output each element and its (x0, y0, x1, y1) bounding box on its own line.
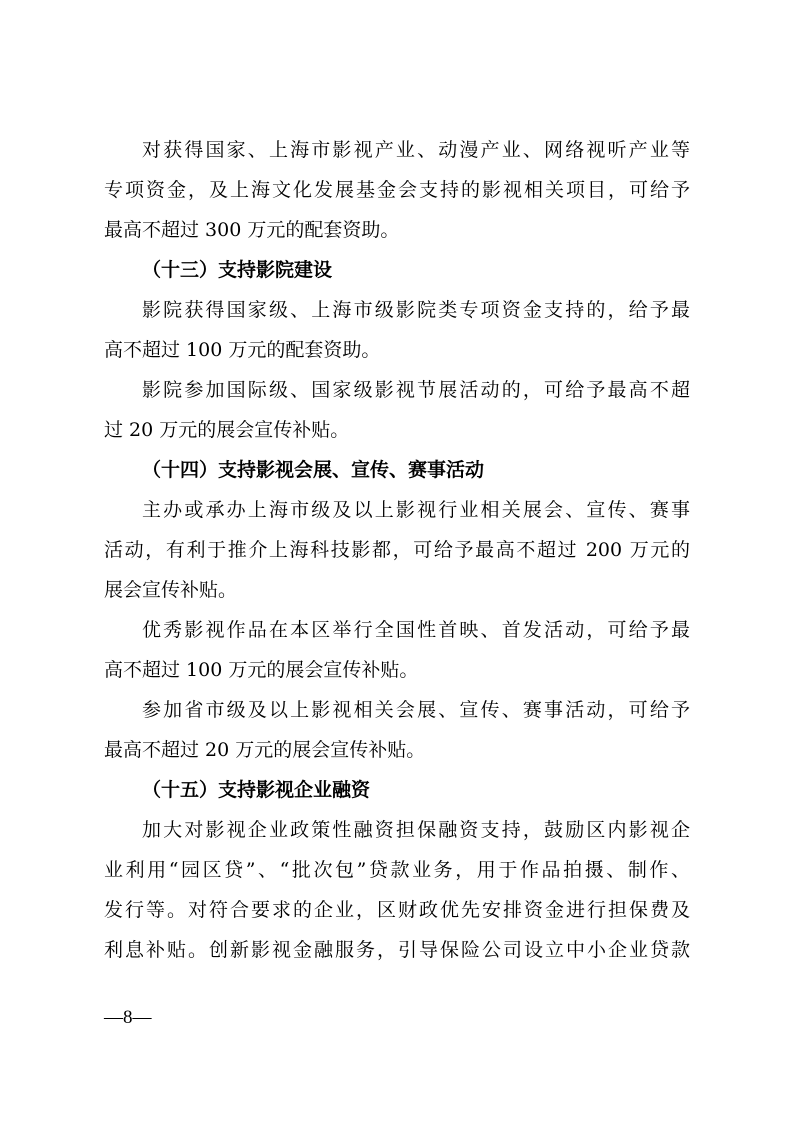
paragraph-line: 影院获得国家级、上海市级影院类专项资金支持的，给予最 (142, 299, 690, 321)
paragraph-line: 加大对影视企业政策性融资担保融资支持，鼓励区内影视企 (142, 819, 690, 841)
paragraph-line: 过 20 万元的展会宣传补贴。 (104, 419, 350, 441)
section-heading-14: （十四）支持影视会展、宣传、赛事活动 (142, 459, 485, 481)
paragraph-line: 专项资金，及上海文化发展基金会支持的影视相关项目，可给予 (104, 179, 690, 201)
document-body (104, 130, 690, 970)
paragraph-line: 发行等。对符合要求的企业，区财政优先安排资金进行担保费及 (104, 899, 690, 921)
section-heading-13: （十三）支持影院建设 (142, 259, 333, 281)
paragraph-line: 利息补贴。创新影视金融服务，引导保险公司设立中小企业贷款 (104, 939, 690, 961)
paragraph-line: 高不超过 100 万元的展会宣传补贴。 (104, 659, 419, 681)
paragraph-line: 最高不超过 20 万元的展会宣传补贴。 (104, 739, 426, 761)
paragraph-line: 最高不超过 300 万元的配套资助。 (104, 219, 400, 241)
paragraph-line: 影院参加国际级、国家级影视节展活动的，可给予最高不超 (142, 379, 690, 401)
paragraph-line: 主办或承办上海市级及以上影视行业相关展会、宣传、赛事 (142, 499, 690, 521)
paragraph-line: 高不超过 100 万元的配套资助。 (104, 339, 381, 361)
paragraph-line: 对获得国家、上海市影视产业、动漫产业、网络视听产业等 (142, 139, 690, 161)
paragraph-line: 活动，有利于推介上海科技影都，可给予最高不超过 200 万元的 (104, 539, 690, 561)
paragraph-line: 业利用“园区贷”、“批次包”贷款业务，用于作品拍摄、制作、 (104, 859, 690, 881)
page-number: —8— (104, 1007, 152, 1028)
section-heading-15: （十五）支持影视企业融资 (142, 779, 371, 801)
paragraph-line: 参加省市级及以上影视相关会展、宣传、赛事活动，可给予 (142, 699, 690, 721)
paragraph-line: 优秀影视作品在本区举行全国性首映、首发活动，可给予最 (142, 619, 690, 641)
paragraph-line: 展会宣传补贴。 (104, 579, 238, 601)
